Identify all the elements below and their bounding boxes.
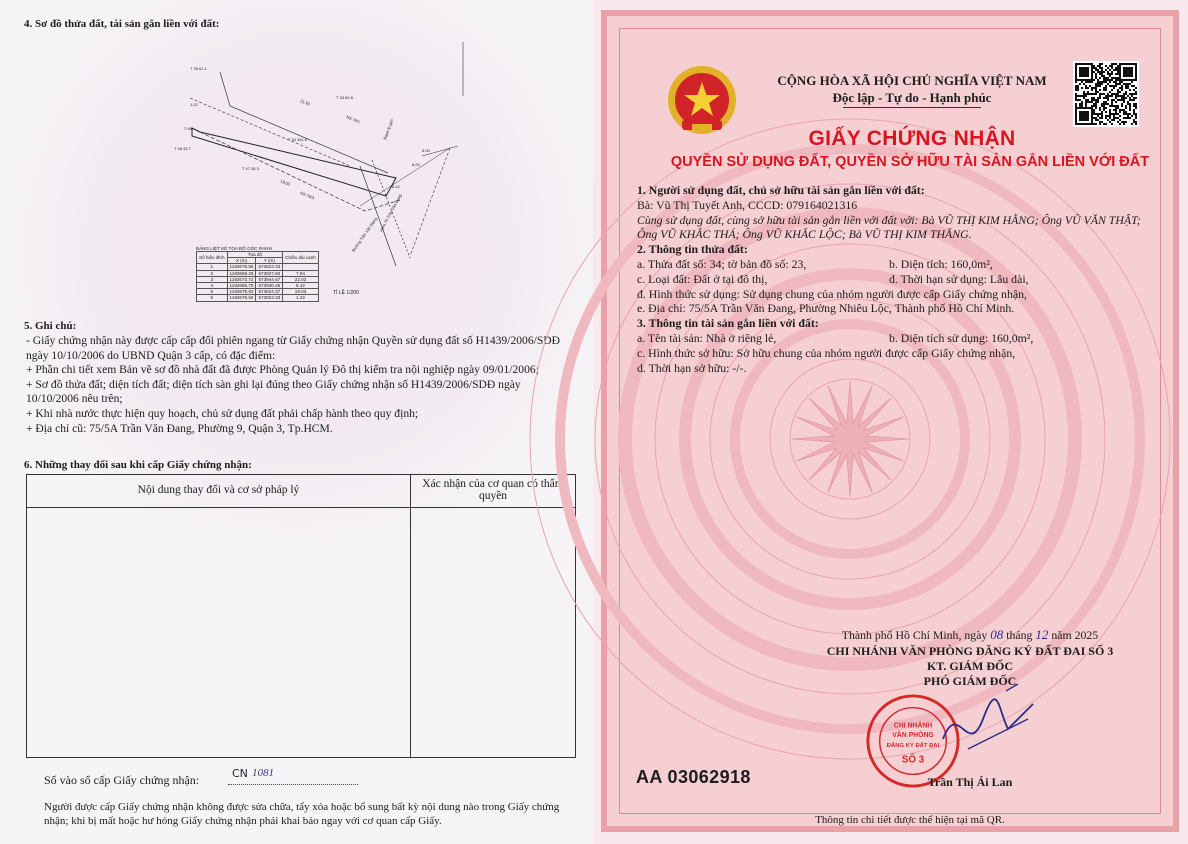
lot-label: T 48 43.7 [174, 146, 191, 151]
ownership-term: d. Thời hạn sở hữu: -/-. [637, 360, 747, 375]
alley-label: Hẻm 75 Trần Văn Đang [378, 193, 403, 233]
dimension-label: 1.22 [190, 102, 198, 107]
signing-authority: KT. GIÁM ĐỐC [926, 659, 1014, 673]
coord-header: Số hiệu đỉnh [197, 252, 228, 264]
coord-cell: 7.94 [283, 270, 319, 276]
changes-table [26, 474, 576, 758]
parcel-address: e. Địa chỉ: 75/5A Trần Văn Đang, Phường Nhiêu Lộc, Thành phố Hồ Chí Minh. [637, 301, 1015, 316]
coord-cell: 6 [197, 295, 228, 301]
coord-cell: 3 [197, 276, 228, 282]
misc-label: NS 78/1 [345, 114, 361, 125]
dimension-label: 21.92 [299, 98, 311, 107]
land-type: c. Loại đất: Đất ở tại đô thị, [637, 271, 768, 286]
section-2-title: 2. Thông tin thửa đất: [637, 242, 748, 257]
left-page [0, 0, 593, 844]
section-4-title: 4. Sơ đồ thửa đất, tài sản gắn liền với đất: [24, 18, 220, 30]
stamp-text: CHI NHÁNH [893, 722, 933, 730]
entry-dotted-line [228, 784, 358, 785]
coord-cell: 1192669.26 [227, 270, 256, 276]
note-line: + Khi nhà nước thực hiện quy hoạch, chủ sử dụng đất phải chấp hành theo quy định; [26, 406, 419, 420]
coord-cell: 1192675.92 [227, 289, 256, 295]
dimension-label: 8.00 [412, 162, 420, 167]
coord-cell: 573923.33 [256, 295, 283, 301]
coord-header: X (m) [227, 258, 256, 264]
entry-number-prefix: CN [232, 767, 248, 780]
certificate-title: GIẤY CHỨNG NHẬN [808, 127, 1016, 150]
land-term: d. Thời hạn sử dụng: Lâu dài, [889, 271, 1029, 286]
dimension-label: 6.00 [422, 148, 430, 153]
lot-label: T 34 161.6 [288, 137, 308, 142]
coord-cell: 4 [197, 283, 228, 289]
asset-area: b. Diện tích sử dụng: 160,0m², [889, 330, 1034, 345]
note-line: + Địa chỉ cũ: 75/5A Trần Văn Đang, Phường 9, Quận 3, Tp.HCM. [26, 421, 333, 435]
coord-cell: 573927.60 [256, 270, 283, 276]
changes-column-content: Nội dung thay đổi và cơ sở pháp lý [137, 484, 300, 496]
qr-code-icon [1073, 61, 1139, 127]
misc-label: NS 76/3 [299, 190, 315, 201]
road-label: Đường Trần Văn Đang [350, 216, 379, 253]
section-1-title: 1. Người sử dụng đất, chủ sở hữu tài sản gắn liền với đất: [637, 183, 925, 197]
certificate-serial: AA 03062918 [636, 767, 751, 787]
drum-star-icon [792, 381, 908, 497]
coord-cell: 573940.45 [256, 283, 283, 289]
entry-number-label: Số vào sổ cấp Giấy chứng nhận: [44, 773, 200, 787]
boundary-label: Ranh lộ giới [382, 118, 395, 141]
certificate-body [637, 183, 1147, 375]
coord-cell: 573944.67 [256, 276, 283, 282]
lot-label: T 33 60.8 [336, 95, 353, 100]
note-line: + Phần chi tiết xem Bản vẽ sơ đồ nhà đất đã được Phòng Quản lý Đô thị kiểm tra nội nghiệp ngày 09/01/2006; [26, 363, 539, 377]
parcel-row [637, 272, 1147, 287]
coord-cell: 2 [197, 270, 228, 276]
changes-column-confirmation: Xác nhận của cơ quan có thẩm quyền [422, 478, 564, 502]
coord-cell: 8.12 [283, 283, 319, 289]
usage-form: đ. Hình thức sử dụng: Sử dụng chung của nhóm người được cấp Giấy chứng nhận, [637, 286, 1027, 301]
dimension-label: 19.03 [279, 178, 291, 187]
coord-header: Tọa độ [227, 252, 283, 258]
section-6-title: 6. Những thay đổi sau khi cấp Giấy chứng nhận: [24, 459, 252, 471]
ownership-form: c. Hình thức sở hữu: Sở hữu chung của nhóm người được cấp Giấy chứng nhận, [637, 345, 1016, 360]
certificate-subtitle: QUYỀN SỬ DỤNG ĐẤT, QUYỀN SỞ HỮU TÀI SẢN GẮN LIỀN VỚI ĐẤT [670, 154, 1150, 170]
coord-cell: 573924.37 [256, 289, 283, 295]
date-year: năm 2025 [1051, 628, 1099, 642]
republic-heading: CỘNG HÒA XÃ HỘI CHỦ NGHĨA VIỆT NAM [777, 73, 1047, 88]
coord-header: Chiều dài cạnh [283, 252, 319, 264]
co-owners: Cùng sử dụng đất, cùng sở hữu tài sản gắn liền với đất với: Bà VŨ THỊ KIM HẰNG; Ông VŨ VĂN THẬT; Ông VŨ KHẮC THÁ; Ông VŨ KHẮC LỘC; Bà VŨ THỊ KIM THẮNG. [637, 212, 1141, 242]
entry-number-handwritten: 1081 [252, 767, 274, 779]
note-line: + Sơ đồ thửa đất; diện tích đất; diện tích sàn ghi lại đúng theo Giấy chứng nhận số H1439/2006/SDĐ ngày 10/10/2006 nêu trên; [26, 377, 521, 406]
coord-cell: 19.03 [283, 289, 319, 295]
qr-note: Thông tin chi tiết được thể hiện tại mã QR. [815, 814, 1005, 826]
dimension-label: 7.94 [184, 126, 192, 131]
section-3-title: 3. Thông tin tài sản gắn liền với đất: [637, 316, 819, 331]
coord-cell: 1 [197, 264, 228, 270]
motto-underline [843, 107, 981, 108]
coord-cell: 1192676.56 [227, 295, 256, 301]
certificate-inner [619, 28, 1161, 826]
signer-name: Trần Thị Ái Lan [927, 775, 1013, 789]
parcel-area: b. Diện tích: 160,0m², [889, 256, 993, 271]
asset-name: a. Tên tài sản: Nhà ở riêng lẻ, [637, 330, 777, 345]
stamp-text: SỐ 3 [901, 754, 925, 766]
coord-cell: 1192676.56 [227, 264, 256, 270]
lot-label: T 47 36.3 [242, 166, 259, 171]
date-day: 08 [990, 627, 1004, 642]
coord-cell: 22.02 [283, 276, 319, 282]
notes-block [26, 334, 566, 436]
date-month: 12 [1035, 627, 1049, 642]
date-month-label: tháng [1006, 628, 1033, 642]
coord-cell: 5 [197, 289, 228, 295]
coord-cell: 1.22 [283, 295, 319, 301]
coord-table-caption: BẢNG LIỆT KÊ TỌA ĐỘ GÓC RANH [196, 246, 272, 251]
certificate-frame [601, 10, 1179, 832]
parcel-row [637, 257, 1147, 272]
section-5-title: 5. Ghi chú: [24, 320, 77, 332]
motto: Độc lập - Tự do - Hạnh phúc [832, 90, 992, 105]
asset-row [637, 331, 1147, 346]
stamp-text: ĐĂNG KÝ ĐẤT ĐAI [886, 742, 940, 749]
right-page [593, 0, 1188, 844]
signer-title: PHÓ GIÁM ĐỐC [923, 674, 1017, 688]
stamp-text: VĂN PHÒNG [892, 732, 934, 740]
coord-row [197, 295, 319, 301]
parcel-number: a. Thửa đất số: 34; tờ bản đồ số: 23, [637, 256, 807, 271]
lot-label: T 35 61.1 [190, 66, 207, 71]
coord-cell: 1192665.75 [227, 283, 256, 289]
handwritten-signature [938, 679, 1038, 769]
issuing-office: CHI NHÁNH VĂN PHÒNG ĐĂNG KÝ ĐẤT ĐAI SỐ 3 [826, 644, 1114, 658]
left-footer-note: Người được cấp Giấy chứng nhận không được sửa chữa, tẩy xóa hoặc bổ sung bất kỳ nội dung nào trong Giấy chứng nhận; khi bị mất hoặc hư hỏng Giấy chứng nhận phải khai báo ngay với cơ quan cấp Giấy. [44, 801, 560, 827]
scale-label: TỈ LỆ 1/200 [333, 290, 359, 296]
dimension-label: 8.12 [392, 184, 400, 189]
note-line: - Giấy chứng nhận này được cấp cấp đổi phiên ngang từ Giấy chứng nhận Quyền sử dụng đất số H1439/2006/SDĐ ngày 10/10/2006 do UBND Quận 3 cấp, có đặc điểm: [26, 334, 561, 362]
issue-date [800, 627, 1140, 643]
coord-header: Y (m) [256, 258, 283, 264]
date-prefix: Thành phố Hồ Chí Minh, ngày [841, 628, 988, 642]
coord-cell: 573923.33 [256, 264, 283, 270]
coord-cell: 1192672.72 [227, 276, 256, 282]
owner-line: Bà: Vũ Thị Tuyết Anh, CCCD: 079164021316 [637, 197, 858, 212]
coord-table [196, 251, 319, 302]
